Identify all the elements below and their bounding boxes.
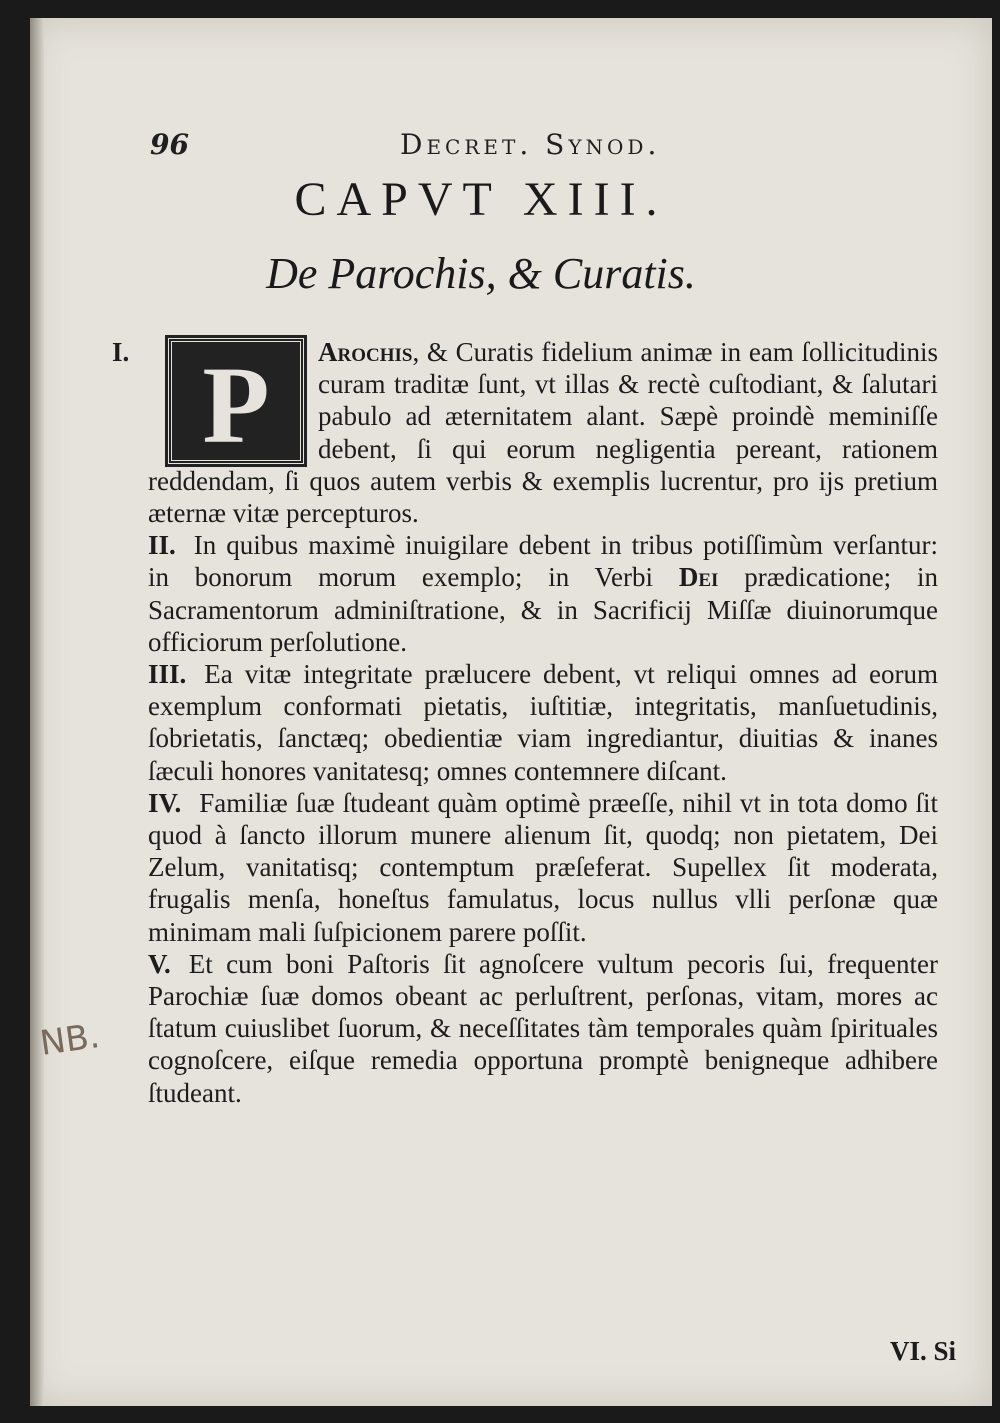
paragraph-text: , & Curatis fidelium animæ in eam ſollicitudinis curam traditæ ſunt, vt illas & rectè cuſtodiant, & ſalutari pabulo ad æternitatem alant. Sæpè proindè meminiſſe debent, ſi qui eorum negligentia pereant, rationem reddendam, ſi quos autem verbis & exemplis lucrentur, pro ijs pretium æternæ vitæ percepturos. xyxy=(148,337,938,529)
paragraph-2 xyxy=(148,529,938,658)
chapter-heading: CAPVT XIII. xyxy=(294,173,668,226)
page-number: 96 xyxy=(150,128,189,161)
smallcaps-word: Dei xyxy=(678,562,719,593)
catchword: VI. Si xyxy=(890,1336,957,1366)
decorated-initial: P xyxy=(168,338,304,464)
paragraph-number: V. xyxy=(148,948,171,979)
paragraph-number: I. xyxy=(112,337,130,367)
lead-word: Arochis xyxy=(318,337,413,367)
paragraph-number: III. xyxy=(148,659,187,690)
paragraph-number: IV. xyxy=(148,787,182,818)
paragraph-4 xyxy=(148,787,938,948)
margin-annotation: NB. xyxy=(37,1016,103,1064)
paragraph-text: In quibus maximè inuigilare debent in tribus potiſſimùm verſantur: in bonorum morum exemplo; in Verbi xyxy=(148,530,938,593)
running-head xyxy=(0,128,962,168)
paragraph-number: II. xyxy=(148,530,176,561)
running-title: Decret. Synod. xyxy=(400,128,661,161)
paragraph-1 xyxy=(112,336,938,529)
paragraph-5 xyxy=(148,948,938,1109)
chapter-subtitle: De Parochis, & Curatis. xyxy=(266,249,696,298)
paragraph-text: Ea vitæ integritate prælucere debent, vt reliqui omnes ad eorum exemplum conformati pietatis, iuſtitiæ, integritatis, manſuetudinis, ſobrietatis, ſanctæq; obedientiæ viam ingrediantur, diuitias & inanes ſæculi honores vanitatesq; omnes contemnere diſcant. xyxy=(148,659,938,786)
paragraph-text: Et cum boni Paſtoris ſit agnoſcere vultum pecoris ſui, frequenter Parochiæ ſuæ domos obeant ac perluſtrent, perſonas, vitam, mores ac ſtatum cuiuslibet ſuorum, & neceſſitates tàm temporales quàm ſpirituales cognoſcere, eiſque remedia opportuna promptè benigneque adhibere ſtudeant. xyxy=(148,948,938,1108)
paragraph-text-cont: prædicatione; in Sacramentorum adminiſtratione, & in Sacrificij Miſſæ diuinorumque officiorum perſolutione. xyxy=(148,562,938,657)
paragraph-text: Familiæ ſuæ ſtudeant quàm optimè præeſſe, nihil vt in tota domo ſit quod à ſancto illorum munere alienum ſit, quodq; non pietatem, Dei Zelum, vanitatisq; contemptum præſeferat. Supellex ſit moderata, frugalis menſa, honeſtus famulatus, locus nullus vlli perſonæ quæ minimam mali ſuſpicionem parere poſſit. xyxy=(148,787,938,947)
paragraph-3 xyxy=(148,658,938,787)
body-text xyxy=(112,336,938,1109)
